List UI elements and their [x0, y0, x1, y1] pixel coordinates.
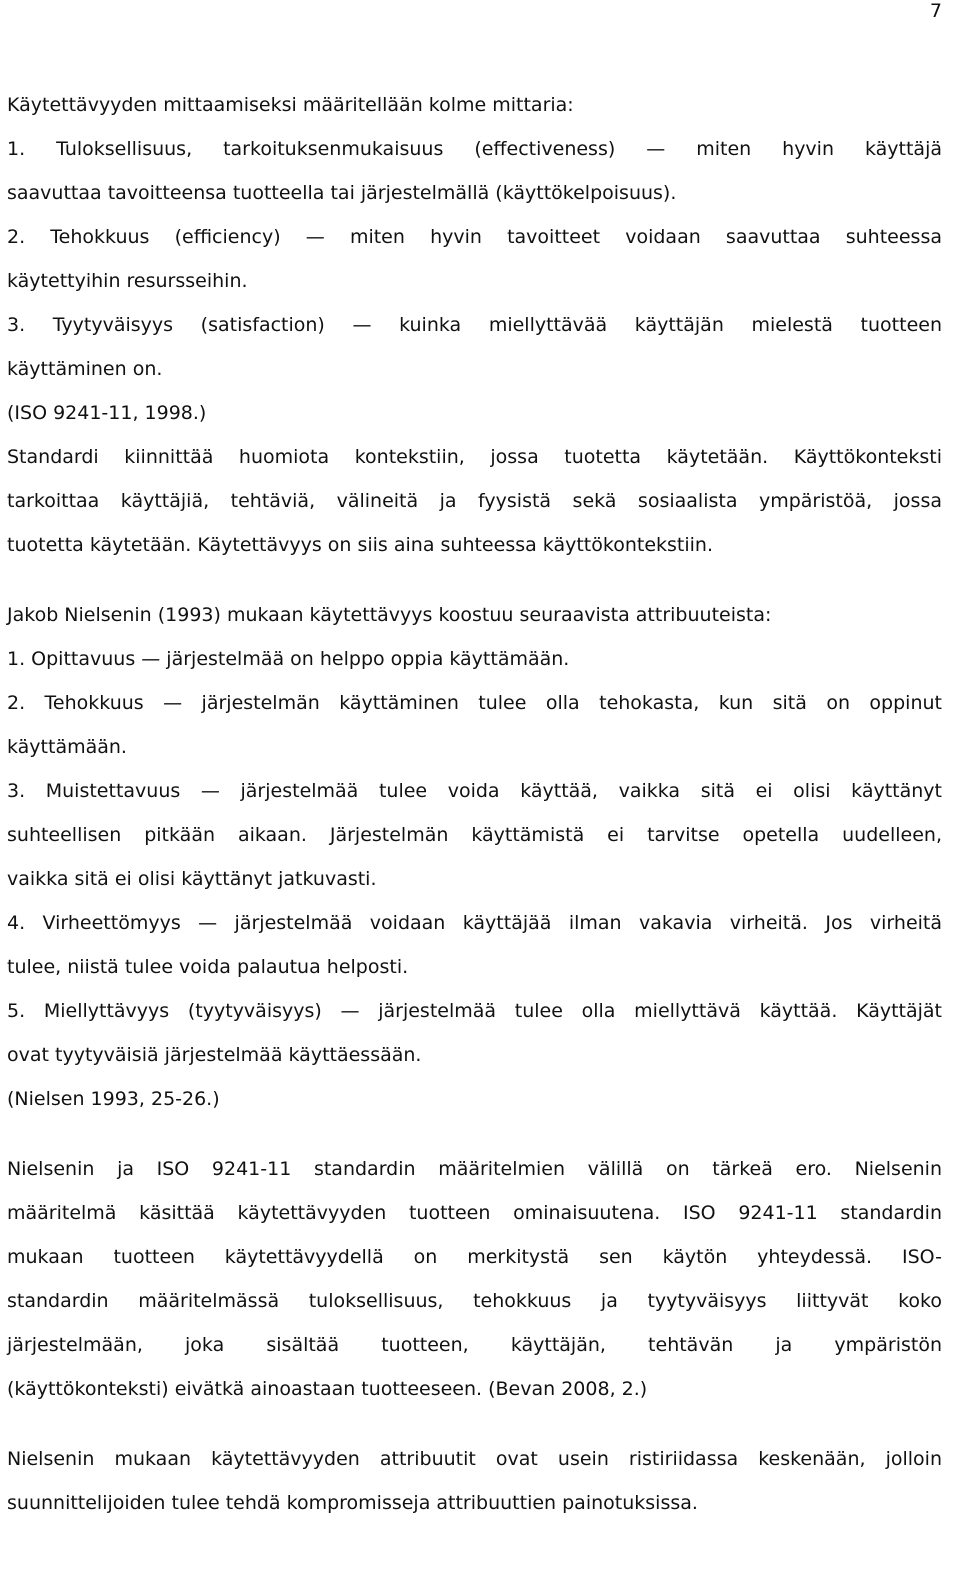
nielsen-item-2-line-1: 2. Tehokkuus — järjestelmän käyttäminen tulee olla tehokasta, kun sitä on oppinut: [7, 692, 942, 714]
nielsen-item-5-line-2: ovat tyytyväisiä järjestelmää käyttäessään.: [7, 1044, 422, 1066]
iso-intro: Käytettävyyden mittaamiseksi määritellään kolme mittaria:: [7, 94, 574, 116]
conflict-line-2: suunnittelijoiden tulee tehdä kompromisseja attribuuttien painotuksissa.: [7, 1492, 698, 1514]
nielsen-item-3-line-3: vaikka sitä ei olisi käyttänyt jatkuvasti.: [7, 868, 377, 890]
iso-item-1-line-1: 1. Tuloksellisuus, tarkoituksenmukaisuus (effectiveness) — miten hyvin käyttäjä: [7, 138, 942, 160]
context-paragraph-line-3: tuotetta käytetään. Käytettävyys on siis aina suhteessa käyttökontekstiin.: [7, 534, 713, 556]
comparison-section: [7, 1155, 942, 1419]
nielsen-intro: Jakob Nielsenin (1993) mukaan käytettävyys koostuu seuraavista attribuuteista:: [7, 604, 772, 626]
document-body: [7, 91, 942, 1533]
nielsen-item-2-line-2: käyttämään.: [7, 736, 127, 758]
section-gap: [7, 575, 942, 601]
iso-item-2-line-1: 2. Tehokkuus (efficiency) — miten hyvin tavoitteet voidaan saavuttaa suhteessa: [7, 226, 942, 248]
nielsen-item-3-line-2: suhteellisen pitkään aikaan. Järjestelmän käyttämistä ei tarvitse opetella uudelleen,: [7, 824, 942, 846]
nielsen-item-3-line-1: 3. Muistettavuus — järjestelmää tulee voida käyttää, vaikka sitä ei olisi käyttänyt: [7, 780, 942, 802]
nielsen-citation: (Nielsen 1993, 25-26.): [7, 1088, 220, 1110]
context-paragraph-line-2: tarkoittaa käyttäjiä, tehtäviä, välineitä ja fyysistä sekä sosiaalista ympäristöä, jossa: [7, 490, 942, 512]
comparison-line-1: Nielsenin ja ISO 9241-11 standardin määritelmien välillä on tärkeä ero. Nielsenin: [7, 1158, 942, 1180]
conflict-section: [7, 1445, 942, 1533]
conflict-line-1: Nielsenin mukaan käytettävyyden attribuutit ovat usein ristiriidassa keskenään, jolloin: [7, 1448, 942, 1470]
nielsen-item-1-line-1: 1. Opittavuus — järjestelmää on helppo oppia käyttämään.: [7, 648, 570, 670]
iso-item-3-line-2: käyttäminen on.: [7, 358, 163, 380]
section-gap: [7, 1419, 942, 1445]
iso-item-1-line-2: saavuttaa tavoitteensa tuotteella tai järjestelmällä (käyttökelpoisuus).: [7, 182, 677, 204]
iso-section: [7, 91, 942, 575]
comparison-line-3: mukaan tuotteen käytettävyydellä on merkitystä sen käytön yhteydessä. ISO-: [7, 1246, 942, 1268]
iso-item-2-line-2: käytettyihin resursseihin.: [7, 270, 248, 292]
iso-citation: (ISO 9241-11, 1998.): [7, 402, 207, 424]
comparison-line-2: määritelmä käsittää käytettävyyden tuotteen ominaisuutena. ISO 9241-11 standardin: [7, 1202, 942, 1224]
iso-item-3-line-1: 3. Tyytyväisyys (satisfaction) — kuinka miellyttävää käyttäjän mielestä tuotteen: [7, 314, 942, 336]
nielsen-item-5-line-1: 5. Miellyttävyys (tyytyväisyys) — järjestelmää tulee olla miellyttävä käyttää. Käyttäjät: [7, 1000, 942, 1022]
page-number: 7: [929, 0, 942, 22]
nielsen-item-4-line-2: tulee, niistä tulee voida palautua helposti.: [7, 956, 409, 978]
comparison-line-6: (käyttökonteksti) eivätkä ainoastaan tuotteeseen. (Bevan 2008, 2.): [7, 1378, 648, 1400]
nielsen-item-4-line-1: 4. Virheettömyys — järjestelmää voidaan käyttäjää ilman vakavia virheitä. Jos virheitä: [7, 912, 942, 934]
section-gap: [7, 1129, 942, 1155]
nielsen-section: [7, 601, 942, 1129]
comparison-line-4: standardin määritelmässä tuloksellisuus, tehokkuus ja tyytyväisyys liittyvät koko: [7, 1290, 942, 1312]
context-paragraph-line-1: Standardi kiinnittää huomiota kontekstiin, jossa tuotetta käytetään. Käyttökonteksti: [7, 446, 942, 468]
comparison-line-5: järjestelmään, joka sisältää tuotteen, käyttäjän, tehtävän ja ympäristön: [7, 1334, 942, 1356]
